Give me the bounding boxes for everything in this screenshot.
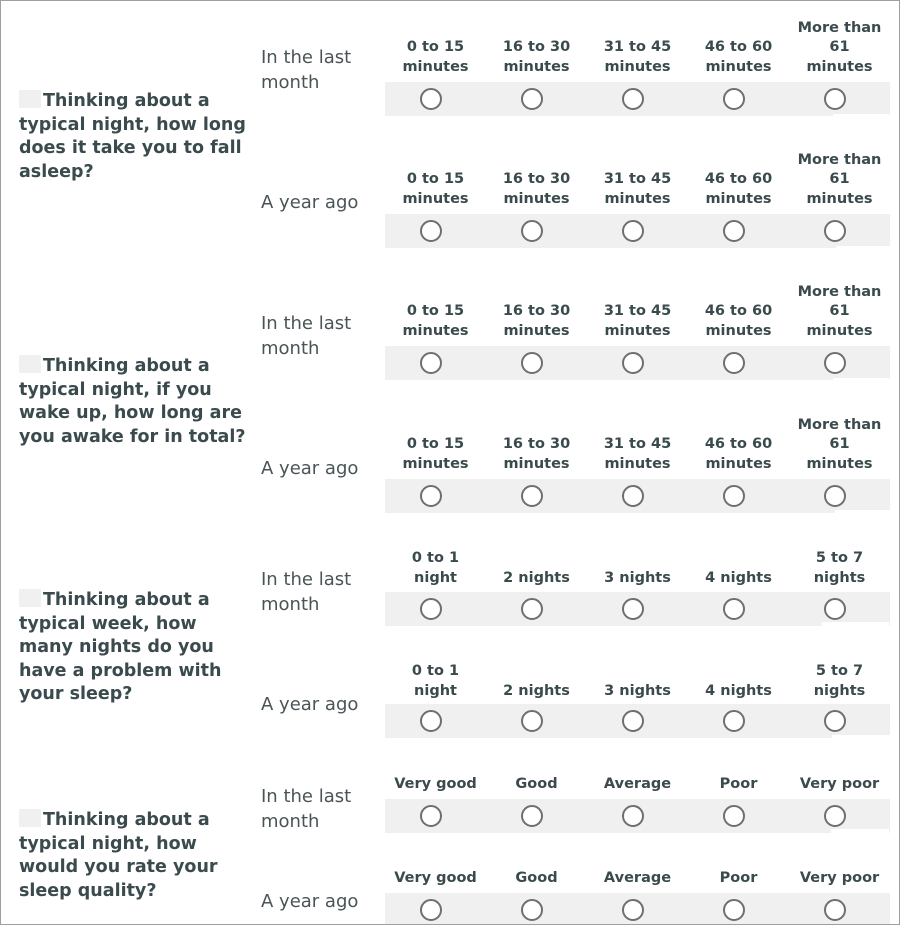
option-header: 0 to 15 minutes: [402, 171, 469, 207]
radio-button[interactable]: [824, 88, 846, 110]
option-header: Good: [515, 775, 558, 792]
options-header: [385, 149, 890, 209]
period-label: A year ago: [261, 891, 359, 912]
option-header: More than 61 minutes: [797, 19, 882, 75]
radio-button[interactable]: [824, 899, 846, 921]
mask-patch: [836, 246, 890, 266]
option-header: Average: [603, 869, 672, 886]
radio-button[interactable]: [622, 899, 644, 921]
radio-button[interactable]: [521, 220, 543, 242]
radio-button[interactable]: [824, 352, 846, 374]
option-header: 16 to 30 minutes: [502, 436, 571, 472]
radio-button[interactable]: [723, 710, 745, 732]
mask-patch: [833, 378, 889, 398]
radio-row: [385, 592, 890, 626]
option-header: 16 to 30 minutes: [502, 171, 571, 207]
option-header: 5 to 7 nights: [813, 663, 866, 699]
radio-row: [385, 82, 890, 116]
radio-button[interactable]: [521, 899, 543, 921]
radio-button[interactable]: [824, 598, 846, 620]
option-header: 4 nights: [705, 569, 772, 586]
radio-button[interactable]: [824, 805, 846, 827]
options-header: [385, 528, 890, 588]
radio-button[interactable]: [723, 899, 745, 921]
radio-button[interactable]: [824, 710, 846, 732]
radio-button[interactable]: [420, 352, 442, 374]
radio-button[interactable]: [420, 88, 442, 110]
option-header: 3 nights: [604, 569, 671, 586]
period-label: In the last month: [261, 313, 352, 359]
option-header: Good: [515, 869, 558, 886]
options-header: [385, 414, 890, 474]
option-header: Very good: [394, 775, 477, 792]
option-header: 31 to 45 minutes: [603, 303, 672, 339]
option-header: 31 to 45 minutes: [603, 436, 672, 472]
options-header: [385, 281, 890, 341]
option-header: 0 to 1 night: [411, 550, 460, 586]
radio-button[interactable]: [420, 805, 442, 827]
radio-button[interactable]: [521, 805, 543, 827]
options-header: [385, 734, 890, 794]
radio-button[interactable]: [723, 220, 745, 242]
question-3-text: Thinking about a typical week, how many nights do you have a problem with your sleep?: [19, 590, 222, 704]
radio-row: [385, 704, 890, 738]
radio-button[interactable]: [622, 352, 644, 374]
option-header: 2 nights: [503, 569, 570, 586]
option-header: More than 61 minutes: [797, 283, 882, 339]
radio-button[interactable]: [521, 485, 543, 507]
radio-button[interactable]: [521, 352, 543, 374]
period-label: In the last month: [261, 569, 352, 615]
option-header: Very poor: [799, 869, 880, 886]
radio-button[interactable]: [723, 805, 745, 827]
radio-button[interactable]: [622, 88, 644, 110]
question-marker: [19, 90, 41, 108]
option-header: 31 to 45 minutes: [603, 39, 672, 75]
radio-button[interactable]: [420, 220, 442, 242]
option-header: Poor: [719, 869, 758, 886]
radio-button[interactable]: [420, 899, 442, 921]
option-header: More than 61 minutes: [797, 416, 882, 472]
question-marker: [19, 589, 41, 607]
mask-patch: [833, 114, 889, 134]
mask-patch: [835, 510, 890, 530]
question-1-text: Thinking about a typical night, how long does it take you to fall asleep?: [19, 91, 246, 182]
radio-button[interactable]: [723, 485, 745, 507]
radio-button[interactable]: [521, 88, 543, 110]
option-header: Poor: [719, 775, 758, 792]
question-4-text: Thinking about a typical night, how would you rate your sleep quality?: [19, 810, 218, 901]
radio-button[interactable]: [622, 598, 644, 620]
option-header: 2 nights: [503, 682, 570, 699]
option-header: 0 to 15 minutes: [402, 39, 469, 75]
option-header: 31 to 45 minutes: [603, 171, 672, 207]
option-header: Average: [603, 775, 672, 792]
option-header: 4 nights: [705, 682, 772, 699]
radio-button[interactable]: [622, 710, 644, 732]
option-header: 0 to 15 minutes: [402, 303, 469, 339]
options-header: [385, 641, 890, 701]
period-label: In the last month: [261, 786, 352, 832]
option-header: 0 to 1 night: [411, 663, 460, 699]
option-header: 46 to 60 minutes: [704, 436, 773, 472]
mask-patch: [822, 622, 889, 641]
radio-button[interactable]: [521, 598, 543, 620]
radio-row: [385, 479, 890, 513]
option-header: Very poor: [799, 775, 880, 792]
period-label: A year ago: [261, 192, 359, 213]
option-header: 46 to 60 minutes: [704, 303, 773, 339]
options-header: [385, 828, 890, 888]
radio-row: [385, 214, 890, 248]
radio-row: [385, 893, 890, 924]
option-header: 46 to 60 minutes: [704, 171, 773, 207]
radio-button[interactable]: [723, 352, 745, 374]
option-header: 3 nights: [604, 682, 671, 699]
period-label: A year ago: [261, 458, 359, 479]
option-header: 16 to 30 minutes: [502, 39, 571, 75]
radio-row: [385, 346, 890, 380]
radio-button[interactable]: [622, 805, 644, 827]
radio-button[interactable]: [723, 598, 745, 620]
option-header: 46 to 60 minutes: [704, 39, 773, 75]
option-header: 5 to 7 nights: [813, 550, 866, 586]
question-marker: [19, 355, 41, 373]
period-label: A year ago: [261, 694, 359, 715]
radio-button[interactable]: [420, 710, 442, 732]
question-marker: [19, 809, 41, 827]
radio-button[interactable]: [420, 485, 442, 507]
option-header: Very good: [394, 869, 477, 886]
radio-button[interactable]: [622, 485, 644, 507]
radio-button[interactable]: [723, 88, 745, 110]
option-header: More than 61 minutes: [797, 151, 882, 207]
options-header: [385, 17, 890, 77]
option-header: 0 to 15 minutes: [402, 436, 469, 472]
period-label: In the last month: [261, 47, 352, 93]
radio-button[interactable]: [622, 220, 644, 242]
option-header: 16 to 30 minutes: [502, 303, 571, 339]
question-2-text: Thinking about a typical night, if you wake up, how long are you awake for in total?: [19, 356, 246, 447]
radio-button[interactable]: [824, 485, 846, 507]
radio-button[interactable]: [521, 710, 543, 732]
radio-button[interactable]: [420, 598, 442, 620]
radio-button[interactable]: [824, 220, 846, 242]
